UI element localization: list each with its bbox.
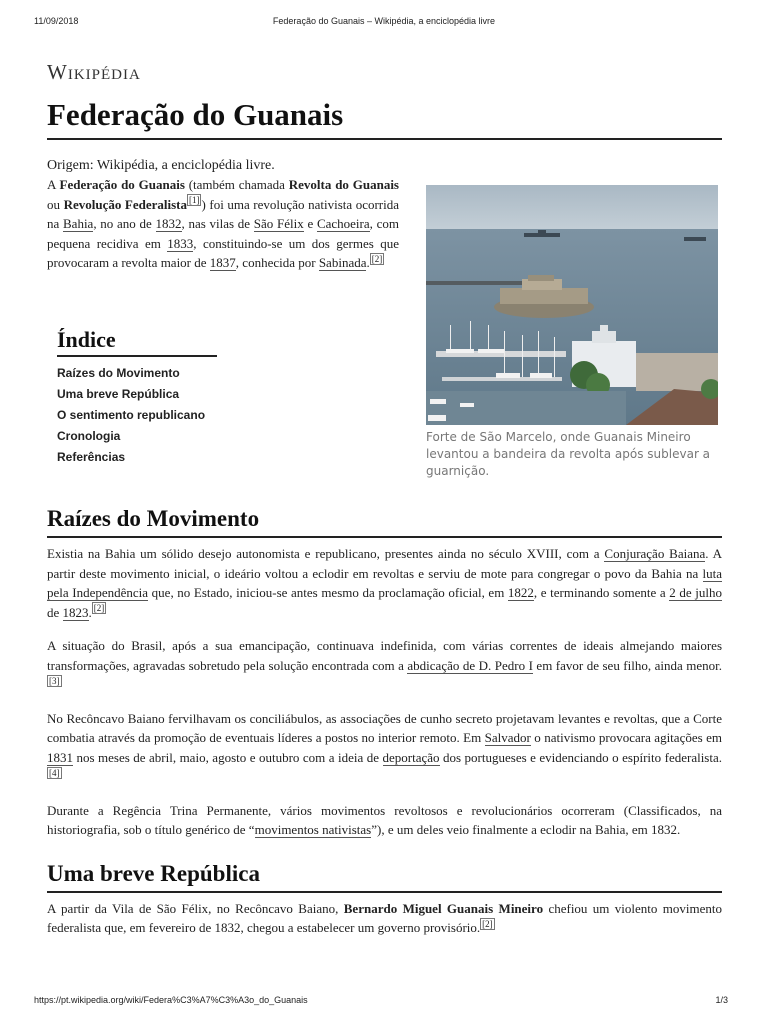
wikipedia-wordmark[interactable]: Wikipédia <box>47 60 141 84</box>
wiki-link[interactable]: 1833 <box>167 235 194 251</box>
wiki-link[interactable]: deportação <box>382 749 440 765</box>
text-run: Durante a Regência Trina Permanente, vários movimentos revoltosos e revolucionários ocorreram (Classificados, na historiografia, sob o título genérico de “ <box>47 802 722 837</box>
wiki-link[interactable]: Bahia <box>63 216 94 231</box>
print-header <box>34 16 734 30</box>
paragraph <box>47 801 722 840</box>
bold-term: Bernardo Miguel Guanais Mineiro <box>343 900 544 916</box>
toc-item-sentimento[interactable]: O sentimento republicano <box>57 408 206 422</box>
wiki-link[interactable]: 1822 <box>507 585 534 600</box>
wiki-link[interactable]: Conjuração Baiana <box>604 546 706 561</box>
paragraph <box>47 709 722 787</box>
figure-caption: Forte de São Marcelo, onde Guanais Mineiro levantou a bandeira da revolta após sublevar a guarnição. <box>426 430 711 478</box>
text-run: chefiou um violento movimento federalista que, em fevereiro de 1832, chegou a estabelecer um governo provisório. <box>47 900 722 935</box>
reference-link[interactable]: [2] <box>482 918 493 929</box>
wiki-link[interactable]: 1823 <box>62 604 89 620</box>
text-run: que, no Estado, iniciou-se antes mesmo da proclamação oficial, em <box>148 585 508 600</box>
text-run: No Recôncavo Baiano fervilhavam os conciliábulos, as associações de cunho secreto projetavam levantes e revoltas, que a Corte combatia através da promoção de eventuais líderes a postos no interior remoto. Em <box>47 710 722 745</box>
wiki-link[interactable]: movimentos nativistas <box>254 822 372 837</box>
bold-term: Revolta do Guanais <box>288 177 399 192</box>
intro-block <box>47 175 722 505</box>
reference-link[interactable]: [2] <box>371 253 383 264</box>
reference-link[interactable]: [4] <box>49 767 60 778</box>
toc-item-raizes[interactable]: Raízes do Movimento <box>57 366 180 380</box>
wiki-link[interactable]: Sabinada <box>318 255 367 270</box>
text-run: , com pequena recidiva em <box>47 216 400 251</box>
text-run: A situação do Brasil, após a sua emancipação, continuava indefinida, com várias correntes de ideais almejando maiores transformações, agravadas sobretudo pela solução encontrada com a <box>47 638 722 673</box>
reference-link[interactable]: [1] <box>188 195 200 206</box>
section-heading-republica: Uma breve República <box>47 860 722 893</box>
reference-link[interactable]: [2] <box>93 603 105 614</box>
text-run: de <box>47 604 63 620</box>
text-run: , e terminando somente a <box>533 585 670 600</box>
wiki-link[interactable]: 1837 <box>209 255 236 270</box>
text-run: Existia na Bahia um sólido desejo autonomista e republicano, presentes ainda no século XVIII, com a <box>47 546 605 561</box>
bold-term: Federação do Guanais <box>59 177 185 192</box>
article <box>47 60 722 938</box>
origin-line: Origem: Wikipédia, a enciclopédia livre. <box>47 158 275 173</box>
table-of-contents <box>57 327 217 468</box>
wiki-link[interactable]: luta pela Independência <box>47 565 722 600</box>
text-run: dos portugueses e evidenciando o espírito federalista. <box>439 749 722 765</box>
wiki-link[interactable]: Salvador <box>484 730 531 745</box>
print-page-number: 1/3 <box>715 995 728 1005</box>
text-run: e <box>303 216 317 231</box>
wiki-link[interactable]: abdicação de D. Pedro I <box>407 657 533 673</box>
toc-item-referencias[interactable]: Referências <box>57 450 126 464</box>
text-run: A partir da Vila de São Félix, no Recôncavo Baiano, <box>47 900 344 916</box>
text-run: A <box>47 177 60 192</box>
text-run: , nas vilas de <box>181 216 254 231</box>
toc-list <box>57 363 217 468</box>
text-run: em favor de seu filho, ainda menor. <box>532 657 723 673</box>
text-run: . <box>366 255 370 270</box>
page-title: Federação do Guanais <box>47 96 722 140</box>
figure <box>426 185 718 480</box>
wiki-link[interactable]: 2 de julho <box>669 585 722 600</box>
text-run: . <box>88 604 92 620</box>
intro-paragraph <box>47 175 399 273</box>
toc-title: Índice <box>57 327 217 357</box>
bold-term: Revolução Federalista <box>63 196 187 212</box>
text-run: , constituindo-se um dos germes que provocaram a revolta maior de <box>47 235 399 270</box>
text-run: (também chamada <box>184 177 289 192</box>
toc-item-republica[interactable]: Uma breve República <box>57 387 180 401</box>
section-heading-raizes: Raízes do Movimento <box>47 505 722 538</box>
reference-link[interactable]: [3] <box>49 675 60 686</box>
wiki-link[interactable]: São Félix <box>253 216 304 231</box>
paragraph <box>47 636 722 695</box>
text-run: o nativismo provocara agitações em <box>530 730 722 745</box>
print-date: 11/09/2018 <box>34 16 79 26</box>
text-run: nos meses de abril, maio, agosto e outubro com a ideia de <box>73 749 383 765</box>
text-run: . A partir deste movimento inicial, o ideário voltou a eclodir em revoltas e serviu de mote para congregar o povo da Bahia na <box>47 546 723 581</box>
text-run: ) foi uma revolução nativista ocorrida na <box>47 196 400 231</box>
print-footer <box>34 995 734 1009</box>
text-run: ”), e um deles veio finalmente a eclodir na Bahia, em 1832. <box>371 822 681 837</box>
wiki-link[interactable]: 1831 <box>47 749 73 765</box>
text-run: , conhecida por <box>235 255 319 270</box>
print-url: https://pt.wikipedia.org/wiki/Federa%C3%A7%C3%A3o_do_Guanais <box>34 995 308 1005</box>
toc-item-cronologia[interactable]: Cronologia <box>57 429 121 443</box>
paragraph <box>47 899 722 938</box>
text-run: , no ano de <box>93 216 156 231</box>
wiki-link[interactable]: Cachoeira <box>316 216 370 231</box>
paragraph <box>47 544 722 622</box>
print-document-title: Federação do Guanais – Wikipédia, a enciclopédia livre <box>272 16 496 26</box>
wiki-link[interactable]: 1832 <box>155 216 182 231</box>
fort-photo[interactable] <box>426 185 718 425</box>
text-run: ou <box>47 196 64 212</box>
